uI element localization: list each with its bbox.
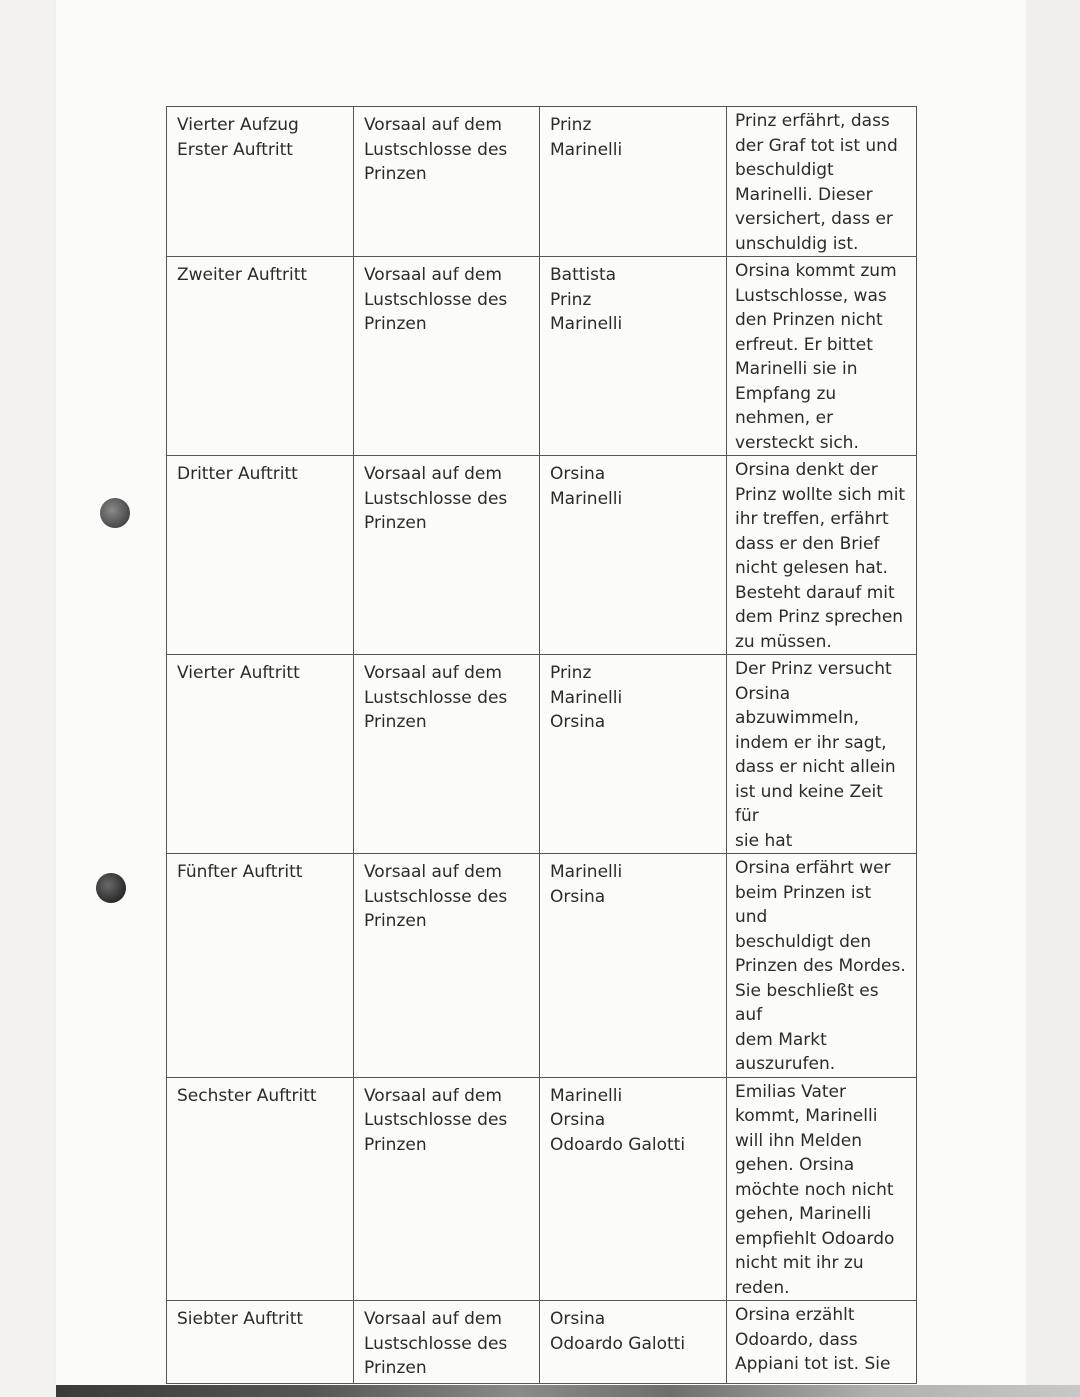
scan-background-right [1026, 0, 1080, 1397]
scan-background-left [0, 0, 56, 1397]
act-scene-cell: Zweiter Auftritt [167, 257, 354, 456]
act-scene-cell: Fünfter Auftritt [167, 854, 354, 1078]
location-cell: Vorsaal auf dem Lustschlosse des Prinzen [354, 456, 540, 655]
characters-cell: Prinz Marinelli [540, 107, 727, 257]
punch-hole-lower [96, 873, 126, 903]
characters-cell: Battista Prinz Marinelli [540, 257, 727, 456]
table-row [167, 456, 917, 655]
summary-cell: Emilias Vater kommt, Marinelli will ihn Melden gehen. Orsina möchte noch nicht gehen, Marinelli empfiehlt Odoardo nicht mit ihr zu reden. [727, 1077, 917, 1301]
location-cell: Vorsaal auf dem Lustschlosse des Prinzen [354, 854, 540, 1078]
scene-overview-table [166, 106, 917, 1384]
location-cell: Vorsaal auf dem Lustschlosse des Prinzen [354, 655, 540, 854]
act-scene-cell: Vierter Auftritt [167, 655, 354, 854]
location-cell: Vorsaal auf dem Lustschlosse des Prinzen [354, 1077, 540, 1301]
summary-cell: Orsina denkt der Prinz wollte sich mit ihr treffen, erfährt dass er den Brief nicht gelesen hat. Besteht darauf mit dem Prinz sprechen zu müssen. [727, 456, 917, 655]
table-row [167, 655, 917, 854]
location-cell: Vorsaal auf dem Lustschlosse des Prinzen [354, 1301, 540, 1384]
summary-cell: Orsina erzählt Odoardo, dass Appiani tot ist. Sie [727, 1301, 917, 1384]
act-scene-cell: Dritter Auftritt [167, 456, 354, 655]
table-row [167, 1077, 917, 1301]
characters-cell: Orsina Marinelli [540, 456, 727, 655]
characters-cell: Marinelli Orsina [540, 854, 727, 1078]
location-cell: Vorsaal auf dem Lustschlosse des Prinzen [354, 257, 540, 456]
act-scene-cell: Vierter Aufzug Erster Auftritt [167, 107, 354, 257]
scan-bottom-edge [56, 1385, 1080, 1397]
characters-cell: Orsina Odoardo Galotti [540, 1301, 727, 1384]
punch-hole-upper [100, 498, 130, 528]
table-row [167, 107, 917, 257]
table-row [167, 854, 917, 1078]
summary-cell: Prinz erfährt, dass der Graf tot ist und beschuldigt Marinelli. Dieser versichert, dass er unschuldig ist. [727, 107, 917, 257]
location-cell: Vorsaal auf dem Lustschlosse des Prinzen [354, 107, 540, 257]
characters-cell: Prinz Marinelli Orsina [540, 655, 727, 854]
table-row [167, 1301, 917, 1384]
summary-cell: Orsina erfährt wer beim Prinzen ist und beschuldigt den Prinzen des Mordes. Sie beschließt es auf dem Markt auszurufen. [727, 854, 917, 1078]
summary-cell: Der Prinz versucht Orsina abzuwimmeln, indem er ihr sagt, dass er nicht allein ist und keine Zeit für sie hat [727, 655, 917, 854]
act-scene-cell: Siebter Auftritt [167, 1301, 354, 1384]
summary-cell: Orsina kommt zum Lustschlosse, was den Prinzen nicht erfreut. Er bittet Marinelli sie in Empfang zu nehmen, er versteckt sich. [727, 257, 917, 456]
characters-cell: Marinelli Orsina Odoardo Galotti [540, 1077, 727, 1301]
act-scene-cell: Sechster Auftritt [167, 1077, 354, 1301]
table-row [167, 257, 917, 456]
